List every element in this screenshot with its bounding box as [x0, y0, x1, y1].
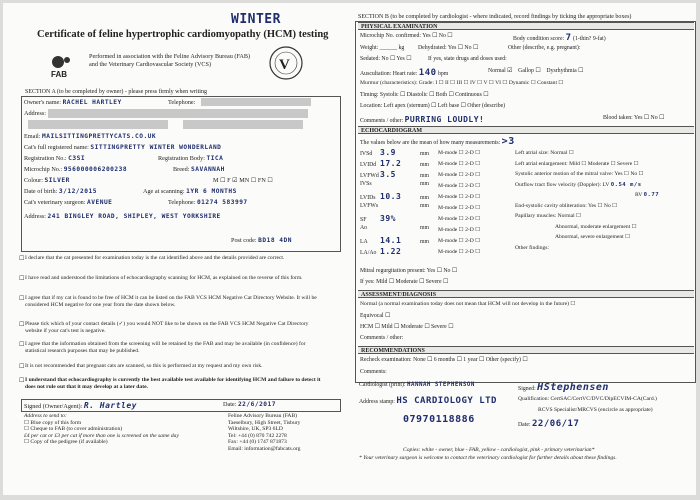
papillary-moderate[interactable]: Abnormal, moderate enlargement ☐	[555, 223, 637, 230]
assess-comments: Comments / other:	[360, 335, 404, 341]
vet-address-label: Address:	[24, 213, 46, 220]
mode-2d-3[interactable]: 2-D ☐	[465, 172, 481, 178]
owner-name-row	[24, 99, 122, 106]
declaration-6: It is not recommended that pregnant cats are scanned, so this is performed at my request and my own risk.	[25, 363, 263, 369]
breed-value[interactable]: SAVANNAH	[191, 166, 225, 173]
measure-lvids-label: LVIDs	[360, 195, 376, 201]
mode-mmode-2[interactable]: M-mode ☐	[438, 161, 464, 167]
cardiologist-row	[359, 382, 475, 388]
mode-row-9	[438, 236, 480, 247]
mode-mmode-8[interactable]: M-mode ☐	[438, 227, 464, 233]
sex-mn-label: MN	[239, 177, 250, 184]
dob-label: Date of birth:	[24, 188, 58, 195]
vet-address-row	[24, 211, 324, 222]
owner-signature[interactable]: R. Hartley	[83, 401, 137, 410]
measure-la-unit: mm	[420, 239, 430, 245]
heart-rate-value[interactable]: 140	[418, 68, 437, 78]
postcode-row	[231, 237, 292, 244]
vet-row	[24, 199, 112, 206]
bpm-label: bpm	[438, 71, 449, 77]
measure-ivsd-unit: mm	[420, 151, 430, 157]
mode-2d-9[interactable]: 2-D ☐	[465, 238, 481, 244]
measure-sf	[360, 214, 420, 223]
send-opt-2[interactable]: ☐ Cheque to FAB (to cover administration)	[24, 426, 123, 433]
email-value[interactable]: MAILSITTINGPRETTYCATS.CO.UK	[42, 133, 157, 140]
reg-name-row	[24, 144, 221, 151]
body-condition-value[interactable]: 7	[565, 33, 572, 43]
microchip-confirmed[interactable]: Microchip No. confirmed: Yes ☐ No ☐	[360, 33, 453, 39]
vcs-logo-letter: V	[279, 57, 290, 73]
measure-lvfws-unit: mm	[420, 203, 430, 209]
mode-2d-1[interactable]: 2-D ☐	[465, 150, 481, 156]
send-opt-1-label: Blue copy of this form	[30, 419, 82, 426]
mode-checkbox-column[interactable]	[438, 148, 480, 258]
outflow-rv-label: RV	[635, 192, 643, 198]
fab-addr-1: Feline Advisory Bureau (FAB)	[228, 413, 298, 419]
mode-2d-2[interactable]: 2-D ☐	[465, 161, 481, 167]
measure-ao-unit: mm	[420, 225, 430, 231]
redacted-address-2	[28, 120, 168, 129]
cardiologist-signed-row	[518, 382, 609, 393]
heart-rate-label: Heart rate:	[392, 71, 418, 77]
other-pregnant: Other (describe, e.g. pregnant):	[508, 45, 581, 51]
certificate-page	[3, 3, 696, 495]
sedated-drugs: If yes, state drugs and doses used:	[428, 56, 507, 62]
cardiologist-signed-label: Signed:	[518, 386, 536, 392]
outflow-lv-label: Outflow tract flow velocity (Doppler): LV	[515, 181, 610, 188]
address-stamp-row	[359, 396, 497, 406]
cardiologist-label: Cardiologist (print):	[359, 382, 406, 388]
owner-date-label: Date:	[223, 401, 237, 408]
measure-lvidd-value[interactable]: 17.2	[380, 159, 402, 168]
recheck-row[interactable]: Recheck examination: None ☐ 6 months ☐ 1 year ☐ Other (specify) ☐	[360, 357, 528, 363]
mode-2d-6[interactable]: 2-D ☐	[465, 205, 481, 211]
echo-count-value[interactable]: >3	[501, 136, 515, 147]
measure-ivss-unit: mm	[420, 181, 430, 187]
sex-options	[213, 177, 273, 184]
qualification-value[interactable]: CertSAC/CertVC/DVC/DipECVIM-CA(Card.)	[550, 396, 657, 402]
papillary-normal[interactable]: Papillary muscles: Normal ☐	[515, 213, 582, 219]
reg-no-label: Registration No.:	[24, 155, 67, 162]
performed-line-1: Performed in association with the Feline Advisory Bureau (FAB)	[89, 53, 251, 60]
send-opt-4-label: Copy of the pedigree (if available)	[30, 439, 108, 446]
mode-row-1	[438, 148, 480, 159]
vet-address-value[interactable]: 241 BINGLEY ROAD, SHIPLEY, WEST YORKSHIRE	[47, 213, 221, 220]
sex-f-label: F	[227, 177, 231, 184]
sex-option-f[interactable]: F ☑	[227, 177, 240, 184]
send-opt-3: £4 per cat or £3 per cat if more than one is screened on the same day	[24, 432, 179, 439]
mode-mmode-7[interactable]: M-mode ☐	[438, 216, 464, 222]
performed-line-2: and the Veterinary Cardiovascular Society (VCS)	[89, 61, 212, 68]
gallop-option[interactable]: Gallop	[518, 68, 534, 74]
fab-addr-4: Tel: +44 (0) 870 742 2278	[228, 432, 287, 439]
measure-ao	[360, 225, 429, 231]
owner-date-row	[223, 401, 276, 408]
assess-hcm[interactable]: HCM ☐ Mild ☐ Moderate ☐ Severe ☐	[360, 324, 454, 330]
sex-option-mn[interactable]: MN ☐	[239, 177, 258, 184]
declaration-7	[25, 377, 325, 391]
location-row[interactable]: Location: Left apex (sternum) ☐ Left base ☐ Other (describe)	[360, 103, 506, 109]
measure-lvfwd	[360, 170, 429, 179]
assess-equivocal[interactable]: Equivocal ☐	[360, 313, 391, 319]
auscultation-options: Normal ☑ Gallop ☐ Dysrhythmia ☐	[488, 68, 584, 74]
declaration-checkbox-4[interactable]: ☐	[19, 322, 25, 328]
stamp-line-2: 07970118886	[403, 414, 475, 425]
microchip-value[interactable]: 956000006200238	[63, 166, 128, 173]
auscultation-label: Auscultation:	[360, 71, 392, 77]
measure-lvfws	[360, 203, 429, 209]
measure-la-ao	[360, 247, 420, 256]
sedated-row[interactable]: Sedated: No ☐ Yes ☐	[360, 56, 412, 62]
measure-lvidd	[360, 159, 429, 168]
declaration-checkbox-7[interactable]: ☐	[19, 378, 25, 384]
mode-mmode-4[interactable]: M-mode ☐	[438, 183, 464, 189]
vet-telephone-row	[168, 199, 248, 206]
age-label: Age at scanning:	[143, 188, 185, 195]
measure-lvids-unit: mm	[420, 195, 430, 201]
fab-addr-5: Fax: +44 (0) 1747 871873	[228, 439, 287, 446]
measure-la-value[interactable]: 14.1	[380, 236, 402, 245]
owner-address-label: Address:	[24, 110, 46, 117]
measure-ao-label: Ao	[360, 225, 368, 231]
mode-mmode-1[interactable]: M-mode ☐	[438, 150, 464, 156]
papillary-severe[interactable]: Abnormal, severe enlargement ☐	[555, 234, 631, 240]
mode-mmode-9[interactable]: M-mode ☐	[438, 238, 464, 244]
breed-label: Breed:	[173, 166, 190, 173]
fab-logo-text: FAB	[51, 70, 67, 79]
measure-sf-label: SF	[360, 217, 367, 223]
microchip-row	[24, 166, 127, 173]
send-opt-2-label: Cheque to FAB (to cover administration)	[30, 426, 123, 433]
send-to-list	[24, 413, 214, 446]
measure-ivss	[360, 181, 429, 187]
send-to-heading: Address to send to:	[24, 413, 67, 419]
certificate-title: Certificate of feline hypertrophic cardiomyopathy (HCM) testing	[37, 29, 329, 40]
fab-address	[228, 413, 300, 453]
fab-addr-3: Wiltshire, UK, SP3 6LD	[228, 426, 283, 433]
dysrhythmia-option[interactable]: Dysrhythmia	[546, 68, 577, 74]
measure-la-label: LA	[360, 239, 368, 245]
mode-2d-7[interactable]: 2-D ☐	[465, 216, 481, 222]
body-condition-scale: (1-thin? 9-fat)	[573, 36, 606, 42]
mode-2d-5[interactable]: 2-D ☐	[465, 194, 481, 200]
vet-label: Cat's veterinary surgeon:	[24, 199, 86, 206]
declaration-5: I agree that the information obtained from the screening will be retained by the FAB and may be available (in confidence) for statistical research purposes that may be published.	[25, 341, 306, 354]
redacted-address-1	[48, 109, 308, 118]
owner-signed-label: Signed (Owner/Agent):	[24, 403, 83, 410]
postcode-value[interactable]: BD18 4DN	[258, 237, 292, 244]
cardiologist-date-value[interactable]: 22/06/17	[532, 419, 580, 429]
vet-telephone-label: Telephone:	[168, 199, 196, 206]
owner-signed-row	[24, 401, 137, 410]
mode-row-7	[438, 214, 480, 225]
measure-lvids	[360, 192, 429, 201]
address-stamp-label: Address stamp:	[359, 399, 395, 405]
weight-unit: kg	[398, 45, 405, 51]
declaration-checkbox-5[interactable]: ☐	[19, 342, 25, 348]
measure-lvfwd-value[interactable]: 3.5	[380, 170, 396, 179]
qualification-row	[518, 396, 657, 402]
colour-value[interactable]: SILVER	[44, 177, 70, 184]
outflow-rv-value[interactable]: 0.77	[643, 192, 660, 198]
reg-body-row	[158, 155, 223, 162]
measure-lvfwd-unit: mm	[420, 173, 430, 179]
comments-label: Comments / other:	[360, 118, 404, 124]
echo-note-text: The values below are the mean of how many measurements:	[360, 140, 501, 146]
section-b-heading: SECTION B (to be completed by cardiologist - where indicated, record findings by ticking the appropriate boxes)	[358, 14, 632, 20]
qualification-label: Qualification:	[518, 396, 550, 402]
mode-row-6	[438, 203, 480, 214]
weight-label: Weight:	[360, 45, 379, 51]
measure-la-ao-label: LA/Ao	[360, 250, 377, 256]
sex-m-label: M	[213, 177, 219, 184]
body-condition-label: Body condition score:	[513, 36, 565, 42]
end-systolic-obliteration[interactable]: End-systolic cavity obliteration: Yes ☐ No ☐	[515, 202, 618, 209]
email-label: Email:	[24, 133, 41, 140]
dob-value[interactable]: 3/12/2015	[58, 188, 97, 195]
colour-label: Colour:	[24, 177, 43, 184]
measure-lvfwd-label: LVFWd	[360, 173, 379, 179]
send-opt-4[interactable]: ☐ Copy of the pedigree (if available)	[24, 439, 108, 446]
fab-logo	[49, 53, 75, 79]
timing-row[interactable]: Timing: Systolic ☐ Diastolic ☐ Both ☐ Continuous ☐	[360, 92, 489, 98]
measure-ivss-label: IVSs	[360, 181, 372, 187]
rec-comments: Comments:	[360, 369, 387, 375]
measure-sf-value[interactable]: 39%	[380, 214, 396, 223]
postcode-label: Post code:	[231, 237, 257, 244]
reg-body-value[interactable]: TICA	[206, 155, 224, 162]
declaration-checkbox-6[interactable]: ☐	[19, 364, 25, 370]
cardiologist-signature[interactable]: HStephensen	[537, 382, 609, 393]
cardiologist-date-label: Date:	[518, 422, 531, 428]
measure-lvidd-label: LVIDd	[360, 162, 377, 168]
section-a-heading: SECTION A (to be completed by owner) - please press firmly when writing	[25, 89, 207, 95]
mode-row-5	[438, 192, 480, 203]
echocardiogram-header: ECHOCARDIOGRAM	[358, 126, 694, 134]
sex-option-fn[interactable]: FN ☐	[257, 177, 273, 184]
owner-telephone-label: Telephone:	[168, 99, 196, 106]
assessment-header: ASSESSMENT/DIAGNOSIS	[358, 290, 694, 298]
age-value[interactable]: 1YR 6 MONTHS	[186, 188, 237, 195]
dob-row	[24, 188, 97, 195]
mode-mmode-10[interactable]: M-mode ☐	[438, 249, 464, 255]
reg-no-row	[24, 155, 85, 162]
owner-name-label: Owner's name:	[24, 99, 62, 106]
outflow-lv-row	[515, 180, 659, 191]
send-opt-1[interactable]: ☐ Blue copy of this form	[24, 419, 82, 426]
systolic-anterior-motion[interactable]: Systolic anterior motion of the mitral valve: Yes ☐ No ☐	[515, 171, 644, 177]
echo-findings-right	[515, 148, 659, 253]
declaration-1: I declare that the cat presented for examination today is the cat identified above and the details provided are correct.	[25, 255, 285, 261]
declaration-2: I have read and understood the limitations of echocardiography scanning for HCM, as explained on the reverse of this form.	[25, 275, 303, 281]
measure-la	[360, 236, 429, 245]
mode-mmode-3[interactable]: M-mode ☐	[438, 172, 464, 178]
microchip-label: Microchip No.:	[24, 166, 63, 173]
mitral-if-yes[interactable]: If yes: Mild ☐ Moderate ☐ Severe ☐	[360, 279, 449, 285]
reg-no-value[interactable]: C3SI	[68, 155, 86, 162]
body-condition-row	[513, 33, 606, 43]
mitral-regurg[interactable]: Mitral regurgitation present: Yes ☐ No ☐	[360, 268, 458, 274]
dehydrated-row[interactable]: Dehydrated: Yes ☐ No ☐	[418, 45, 479, 51]
cardiologist-date-row	[518, 419, 579, 429]
measure-lvidd-unit: mm	[420, 162, 430, 168]
echo-note	[360, 136, 515, 147]
mode-2d-4[interactable]: 2-D ☐	[465, 183, 481, 189]
mode-2d-8[interactable]: 2-D ☐	[465, 227, 481, 233]
copies-note: Copies: white - owner, blue - FAB, yellow - cardiologist, pink - primary veterinarian*	[403, 447, 595, 453]
normal-option[interactable]: Normal	[488, 68, 506, 74]
cardiologist-value[interactable]: HANNAH STEPHENSON	[406, 382, 475, 388]
weight-row: Weight: ______ kg	[360, 45, 405, 51]
declaration-checkbox-1[interactable]: ☐	[19, 256, 25, 262]
age-row	[143, 188, 237, 195]
stamp-line-1: HS CARDIOLOGY LTD	[396, 396, 497, 406]
fab-addr-6: Email: information@fabcats.org	[228, 445, 301, 452]
mode-row-3	[438, 170, 480, 181]
declaration-3: I agree that if my cat is found to be free of HCM it can be listed on the FAB VCS HCM Negative Cat Directory Website. It will be considered HCM negative for one year from the date shown below.	[25, 295, 317, 308]
reg-name-value[interactable]: SITTINGPRETTY WINTER WONDERLAND	[90, 144, 222, 151]
assess-normal[interactable]: Normal (a normal examination today does not mean that HCM will not develop in the future) ☐	[360, 301, 576, 307]
owner-date-value[interactable]: 22/6/2017	[237, 401, 276, 408]
vet-telephone-value[interactable]: 01274 583997	[196, 199, 248, 206]
measure-ivsd	[360, 148, 429, 157]
blood-taken-row[interactable]: Blood taken: Yes ☐ No ☐	[603, 115, 665, 121]
recommendations-header: RECOMMENDATIONS	[358, 346, 694, 354]
email-row	[24, 133, 156, 140]
murmur-row[interactable]: Murmur (characteristics): Grade: I ☐ II ☐ III ☐ IV ☐ V ☐ VI ☐ Dynamic ☐ Constant ☐	[360, 80, 564, 86]
performed-association	[89, 53, 250, 69]
sex-fn-label: FN	[257, 177, 266, 184]
vet-value[interactable]: AVENUE	[87, 199, 113, 206]
reg-name-label: Cat's full registered name:	[24, 144, 89, 151]
measure-la-ao-value[interactable]: 1.22	[380, 247, 402, 256]
declaration-checkbox-2[interactable]: ☐	[19, 276, 25, 282]
colour-row	[24, 177, 70, 184]
comments-row	[360, 115, 484, 124]
mode-row-4	[438, 181, 480, 192]
left-atrial-size[interactable]: Left atrial size: Normal ☐	[515, 150, 574, 156]
mode-mmode-6[interactable]: M-mode ☐	[438, 205, 464, 211]
winter-handwritten-note: WINTER	[231, 12, 281, 27]
redacted-address-3	[183, 120, 303, 129]
sex-option-m[interactable]: M ☐	[213, 177, 228, 184]
other-findings: Other findings:	[515, 244, 550, 251]
comments-value[interactable]: PURRING LOUDLY!	[404, 115, 485, 124]
mode-2d-10[interactable]: 2-D ☐	[465, 249, 481, 255]
vcs-seal-logo	[268, 45, 304, 81]
redacted-telephone	[201, 98, 311, 106]
copies-footnote: * Your veterinary surgeon is welcome to contact the veterinary cardiologist for further details about these findings.	[359, 455, 617, 461]
declaration-4: Please tick which of your contact details (✓) you would NOT like to be shown on the FAB VCS HCM Negative Cat Directory website if your cat's test is negative.	[25, 321, 309, 334]
mode-row-2	[438, 159, 480, 170]
mode-row-10	[438, 247, 480, 258]
mode-row-8	[438, 225, 480, 236]
rcvs-row[interactable]: RCVS Specialist/MRCVS (encircle as appropriate)	[538, 407, 653, 413]
declaration-7-text: I understand that echocardiography is currently the best available test available for identifying HCM and failure to detect it does not rule out that it may develop at a later date.	[25, 377, 321, 390]
physical-exam-header: PHYSICAL EXAMINATION	[358, 22, 694, 30]
owner-name-value[interactable]: RACHEL HARTLEY	[62, 99, 122, 106]
auscultation-row	[360, 68, 448, 78]
left-atrial-enlargement[interactable]: Left atrial enlargement: Mild ☐ Moderate ☐ Severe ☐	[515, 160, 639, 167]
declaration-checkbox-3[interactable]: ☐	[19, 296, 25, 302]
outflow-lv-value[interactable]: 0.54 m/s	[610, 181, 642, 188]
outflow-rv-row	[515, 190, 659, 201]
mode-mmode-5[interactable]: M-mode ☐	[438, 194, 464, 200]
reg-body-label: Registration Body:	[158, 155, 205, 162]
measure-ivsd-value[interactable]: 3.9	[380, 148, 396, 157]
fab-addr-2: Taeselbury, High Street, Tisbury	[228, 419, 301, 426]
measure-lvfws-label: LVFWs	[360, 203, 379, 209]
measure-lvids-value[interactable]: 10.3	[380, 192, 402, 201]
breed-row	[173, 166, 225, 173]
measure-ivsd-label: IVSd	[360, 151, 373, 157]
